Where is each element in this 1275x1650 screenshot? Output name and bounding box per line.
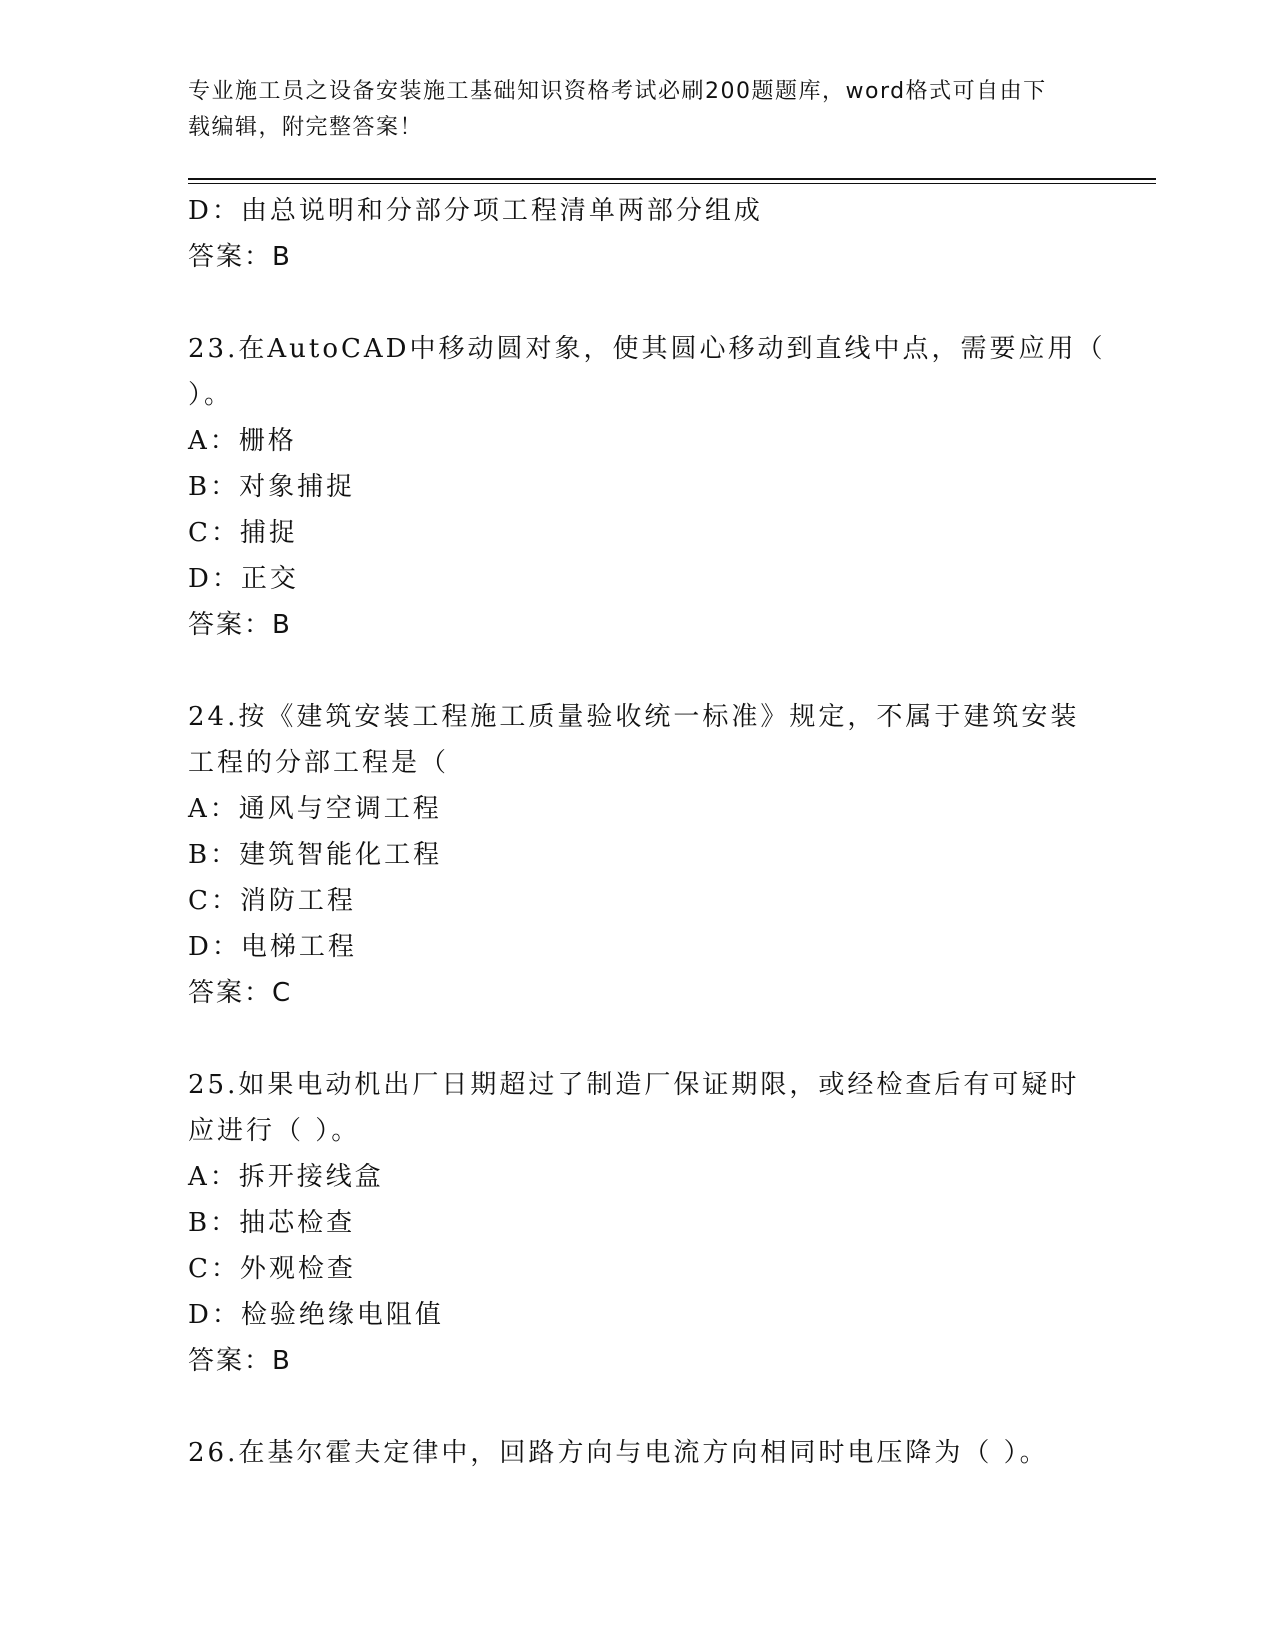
question-stem-line: 25.如果电动机出厂日期超过了制造厂保证期限，或经检查后有可疑时 — [188, 1070, 1080, 1100]
question-26 — [188, 1430, 1078, 1476]
question-list — [188, 188, 1106, 1476]
question-stem-line: 应进行（ ）。 — [188, 1116, 361, 1146]
option-b: B：对象捕捉 — [188, 472, 356, 502]
header-rule-thin — [188, 183, 1156, 184]
question-23 — [188, 326, 1106, 648]
question-stem-line: ）。 — [188, 380, 234, 410]
answer-line: 答案：B — [188, 1346, 292, 1376]
question-stem-line: 工程的分部工程是（ — [188, 748, 450, 778]
option-c: C：外观检查 — [188, 1254, 356, 1284]
answer-line: 答案：C — [188, 978, 293, 1008]
option-a: A：拆开接线盒 — [188, 1162, 384, 1192]
option-a: A：通风与空调工程 — [188, 794, 442, 824]
question-22-tail — [188, 188, 1078, 280]
question-25 — [188, 1062, 1078, 1384]
option-b: B：建筑智能化工程 — [188, 840, 443, 870]
document-header — [188, 74, 1068, 146]
option-d: D：由总说明和分部分项工程清单两部分组成 — [188, 196, 763, 226]
answer-line: 答案：B — [188, 610, 292, 640]
question-stem-line: 23.在AutoCAD中移动圆对象，使其圆心移动到直线中点，需要应用（ — [188, 334, 1106, 364]
question-24 — [188, 694, 1078, 1016]
question-stem-line: 24.按《建筑安装工程施工质量验收统一标准》规定，不属于建筑安装 — [188, 702, 1080, 732]
header-title: 专业施工员之设备安装施工基础知识资格考试必刷200题题库，word格式可自由下载编辑，附完整答案！ — [188, 79, 1047, 140]
spacer — [188, 1384, 1078, 1430]
spacer — [188, 1016, 1078, 1062]
option-d: D：电梯工程 — [188, 932, 357, 962]
option-d: D：检验绝缘电阻值 — [188, 1300, 444, 1330]
spacer — [188, 280, 1078, 326]
question-stem-line: 26.在基尔霍夫定律中，回路方向与电流方向相同时电压降为（ ）。 — [188, 1438, 1049, 1468]
option-b: B：抽芯检查 — [188, 1208, 356, 1238]
option-a: A：栅格 — [188, 426, 297, 456]
spacer — [188, 648, 1078, 694]
option-c: C：消防工程 — [188, 886, 356, 916]
header-rule-thick — [188, 178, 1156, 180]
option-d: D：正交 — [188, 564, 299, 594]
option-c: C：捕捉 — [188, 518, 298, 548]
answer-line: 答案：B — [188, 242, 292, 272]
